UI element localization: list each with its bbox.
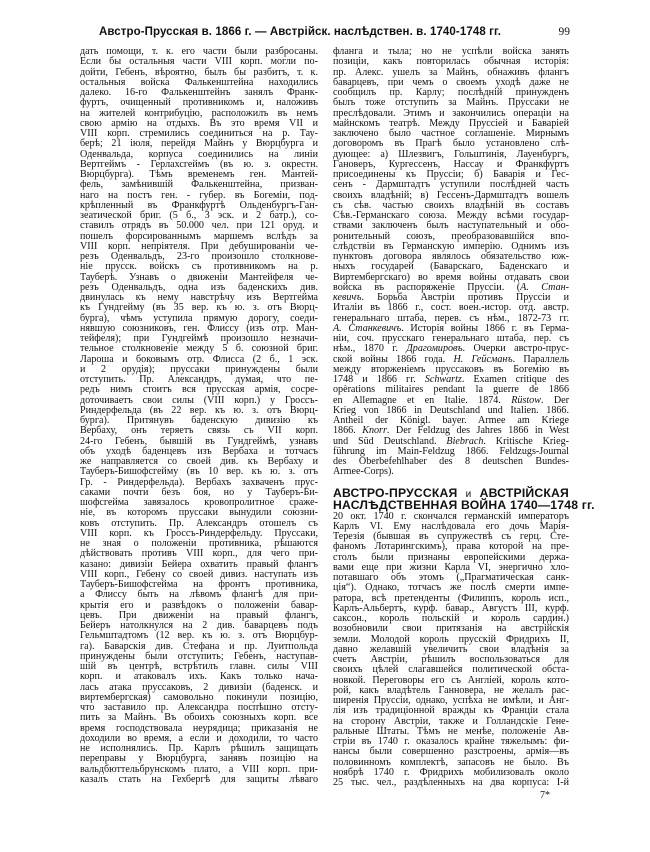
text-line: фуртъ, очищенный противникомъ и, наложивъ <box>80 97 318 109</box>
text-line: дойти, Гебенъ, вѣроятно, былъ бы разбитъ, т. к. <box>80 66 318 78</box>
text-line: 24-го Гебенъ, бывшій въ Гундгеймѣ, узнавъ <box>80 435 318 447</box>
text-line: потавшаго объ этомъ („Прагматическая санк- <box>333 572 569 583</box>
text-segment: 1748 и 1866 гг. <box>333 374 425 385</box>
text-line: VIII корп., Гебену со своей дивиз. наступать изъ <box>80 568 318 580</box>
text-line: ширенія Пруссіи, однако, успѣха не имѣли, и Анг- <box>333 695 569 706</box>
text-line: преслѣдовали. Этимъ и закончились операціи на <box>333 107 569 119</box>
text-line: счетъ Австріи, рѣшилъ воспользоваться для <box>333 654 569 665</box>
text-line: ноябрѣ 1740 г. Фридрихъ мобилизовалъ около <box>333 766 569 778</box>
text-line: Тауберъ-Бишофсгейму (въ 10 вер. къ ю. з. отъ <box>80 466 318 478</box>
text-line: рой, какъ владѣтель Ганновера, не желалъ рас- <box>333 684 569 696</box>
italic-citation: Knorr <box>362 425 387 437</box>
text-line: резъ Оденвальдъ, 23-го произошло столкнове- <box>80 251 318 262</box>
right-column <box>333 46 595 788</box>
text-line: Вертгеймъ - Герлахсгеймъ (въ ю. з. окрестн. <box>80 158 318 170</box>
text-line: лась атака пруссаковъ, 2 дивизіи (баденск. и <box>80 681 318 693</box>
signature-mark: 7* <box>540 790 550 801</box>
text-line: шій въ центрѣ, встрѣтилъ главн. силы VIII <box>80 661 318 672</box>
text-line: корп. и атаковалъ ихъ. Какъ только нача- <box>80 671 318 683</box>
text-line: opèrations militaires pendant la guerre de 1866 <box>333 384 569 396</box>
text-line: Италіи въ 1866 г., сост. воен.-истор. отд. австр. <box>333 302 569 314</box>
text-line: ніе, въ которомъ пруссаки вынудили союзни- <box>80 507 318 519</box>
italic-citation: кевичъ <box>333 292 362 303</box>
text-line: наго на постъ ген. - губер. въ Богеміи, под- <box>80 189 318 201</box>
text-line: des Oberbefehlhaber des 8 deutschen Bundes- <box>333 456 569 467</box>
right-column-text-after <box>333 512 569 789</box>
text-line: былъ тоже отступить за Майнъ. Пруссаки не <box>333 97 569 109</box>
text-line: Antheil der Königl. bayer. Armee am Kriege <box>333 415 569 426</box>
text-segment: . Очерки австро-прус- <box>462 343 569 355</box>
text-line: führung im Main-Feldzug 1866. Feldzugs-Journal <box>333 445 569 457</box>
text-segment: . Kritische Krieg- <box>483 435 569 447</box>
text-line: сообщилъ пр. Карлу; послѣдній принужденъ <box>333 87 569 98</box>
text-line: 20 окт. 1740 г. скончался германскій императоръ <box>333 510 569 522</box>
text-line: Вербаху, онъ теряетъ связь съ VII корп. <box>80 425 318 437</box>
text-line: VIII корп. непріятеля. При дебушированіи че- <box>80 240 318 252</box>
text-line: а Флиссу быть на лѣвомъ флангѣ для при- <box>80 589 318 601</box>
text-line: позиціи, какъ повторилась обычная исторія: <box>333 56 569 68</box>
text-line: Гр. - Риндерфельда). Вербахъ захваченъ прус- <box>80 476 318 488</box>
text-line: ставилъ отрядъ въ 50.000 чел. при 121 оруд. и <box>80 220 318 232</box>
text-line: далеко. 16-го Фалькенштейнъ занялъ Франк- <box>80 87 318 98</box>
text-line: тейфеля); при Гундгеймѣ произошло незначи- <box>80 333 318 344</box>
text-line: Гановеръ, Кургессенъ, Нассау и Франкфуртъ <box>333 158 569 170</box>
text-segment: en Allemagne et en Italie. 1874. <box>333 394 512 406</box>
text-line: ніе прусск. войскъ съ противникомъ на р. <box>80 261 318 273</box>
text-line: сенъ - Дармштадтъ уступили послѣдней часть <box>333 179 569 191</box>
text-line: Карлъ VI. Ему наслѣдовала его дочь Марія- <box>333 520 569 532</box>
text-segment: . Борьба Австріи противъ Пруссіи и <box>361 292 569 303</box>
text-line: фланга и тыла; но не успѣли войска занять <box>333 46 569 57</box>
text-line: давно желавшій увеличить свои владѣнія за <box>333 643 569 655</box>
text-line: ковъ отступить. Пр. Александръ отошелъ съ <box>80 517 318 529</box>
text-line: виртембергская) самовольно покинули позицію, <box>80 691 318 703</box>
text-line: вами еще при жизни Карла VI, энергично хло- <box>333 561 569 573</box>
text-segment: войска въ распоряженіе Пруссіи. ( <box>333 281 521 293</box>
text-line: Карлъ-Альбертъ, курф. бавар., Августъ III, курф. <box>333 602 569 614</box>
page-number: 99 <box>558 26 570 38</box>
text-line: что заставило пр. Александра поспѣшно отсту- <box>80 702 318 713</box>
text-line: бурга), чѣмъ уступила прямую дорогу, соеди- <box>80 312 318 324</box>
text-line: Тауберъ-Бишофсгейма на фронтъ противника, <box>80 579 318 590</box>
text-line: стріи въ 1740 г. оказалось крайне тяжелымъ: фи- <box>333 736 569 747</box>
text-line: ствами заключенъ былъ наступательный и обо- <box>333 220 569 232</box>
text-line: ральные Штаты. Тѣмъ не менѣе, положеніе Ав- <box>333 725 569 737</box>
text-line: нансы были совершенно разстроены, армія—въ <box>333 746 569 758</box>
text-line: Krieg von 1866 in Deutschland und Italien. 1866. <box>333 404 569 416</box>
text-line: 25 тыс. чел., раздѣленныхъ на два корпуса: І-й <box>333 777 569 788</box>
left-column <box>80 47 318 785</box>
text-line: двинулась къ нему навстрѣчу изъ Вертгейма <box>80 292 318 303</box>
text-line: вальдбюттельбрунскомъ плато, а VIII корп. при- <box>80 763 318 775</box>
text-line: ція“). Однако, тотчасъ же послѣ смерти импе- <box>333 582 569 594</box>
text-line: Armee-Corps). <box>333 466 394 478</box>
text-line: переправы у Вюрцбурга, занявъ позицію на <box>80 753 318 765</box>
text-line: Лароша и боковымъ отр. Флисса (2 б., 1 эск. <box>80 353 318 365</box>
text-line: объ уходѣ баденцевъ изъ Вербаха и тотчасъ <box>80 445 318 457</box>
text-line: къ Гундгейму (въ 35 вер. къ ю. з. отъ Вюрц- <box>80 302 318 314</box>
text-segment: und Süd Deutschland. <box>333 435 447 447</box>
italic-citation: А. Стан- <box>520 281 569 293</box>
heading-part: АВСТРІЙСКАЯ <box>479 485 569 500</box>
text-line: пошелъ форсированнымъ маршемъ вслѣдъ за <box>80 230 318 242</box>
italic-citation: Драгомировъ <box>406 343 463 355</box>
text-line: резъ Оденвальдъ, одна изъ баденскихъ див. <box>80 281 318 293</box>
text-line: бурга). Притянувъ баденскую дивизію къ <box>80 415 318 426</box>
italic-citation: Н. Гейсманъ <box>453 353 513 365</box>
text-line: и 2 орудія); пруссаки принуждены были <box>80 363 318 375</box>
text-segment: 1866. <box>333 425 363 437</box>
text-line: VIII корп. стремились соединиться на р. Тау- <box>80 128 318 139</box>
text-line: остальныя войска Фалькенштейна находились <box>80 76 318 88</box>
text-line: шофсгейма завязалось кровопролитное сраже- <box>80 497 318 508</box>
section-heading-line: НАСЛѢДСТВЕННАЯ ВОЙНА 1740—1748 гг. <box>333 498 595 512</box>
text-line: дующее: а) Шлезвигъ, Гольштинія, Лауенбургъ, <box>333 148 569 160</box>
heading-part: АВСТРО-ПРУССКАЯ <box>333 485 458 500</box>
text-line: между вторженіемъ пруссаковъ въ Богемію въ <box>333 363 569 375</box>
text-line: зеатической бриг. (5 б., 3 эск. и 2 батр.), со- <box>80 210 318 221</box>
text-line: своихъ цѣлей слагавшейся политической обста- <box>333 664 569 676</box>
text-line: же направляется со своей див. къ Вербаху и <box>80 456 318 467</box>
text-line: новкой. Переговоры его съ Англіей, король кото- <box>333 674 569 686</box>
text-line: отступить. Пр. Александръ, думая, что пе- <box>80 374 318 385</box>
text-line: редъ нимъ стоитъ вся прусская армія, сосре- <box>80 384 318 396</box>
text-segment: . Examen critique des <box>461 374 569 385</box>
text-line: ронительный союзъ, преобразовавшійся впо- <box>333 230 569 242</box>
text-line: свою армію на отдыхъ. Въ это время VII и <box>80 117 318 129</box>
text-line: половинномъ комплектѣ, запасовъ не было. Въ <box>333 756 569 768</box>
text-line: крытія его и развѣдокъ о положеніи бавар- <box>80 599 318 611</box>
text-line: генеральнаго штаба, перев. съ нѣм., 1872-73 гг. <box>333 312 569 324</box>
text-line: фель, замѣнившій Фалькенштейна, призван- <box>80 179 318 191</box>
running-header-title: Австро-Прусская в. 1866 г. — Австрійск. наслѣдствен. в. 1740-1748 гг. <box>98 26 502 38</box>
text-line: не зная о положеніи противника, рѣшаются <box>80 538 318 549</box>
text-line: заключено было частное соглашеніе. Мирнымъ <box>333 128 569 139</box>
text-line: казано: дивизіи Бейера охватить правый флангъ <box>80 558 318 570</box>
heading-conjunction: и <box>465 488 472 500</box>
text-line: пр. Алекс. ушелъ за Майнъ, обнаживъ флангъ <box>333 66 569 78</box>
text-line: столъ были признаны европейскими держа- <box>333 551 569 563</box>
text-line: тельное столкновеніе между 5 б. союзной бриг. <box>80 343 318 355</box>
text-line: VIII корп. къ Гроссъ-Риндерфельду. Пруссаки, <box>80 527 318 539</box>
text-line: дѣйствовать противъ VIII корп., для чего при- <box>80 548 318 560</box>
text-line: пить за Майнъ. Въ обоихъ союзныхъ корп. все <box>80 712 318 724</box>
text-segment: ской войны 1866 года. <box>333 353 454 365</box>
text-line: Тауберѣ. Узнавъ о движеніи Мантейфеля че- <box>80 271 318 283</box>
text-line: Вюрцбурга). Тѣмъ временемъ ген. Мантей- <box>80 169 318 180</box>
text-line: время господствовала неурядица; приказанія не <box>80 722 318 734</box>
italic-citation: Biebrach <box>446 435 484 447</box>
text-line: ныхъ государей (Баварскаго, Баденскаго и <box>333 261 569 273</box>
text-line: саксон., король польскій и король сардин.) <box>333 613 569 624</box>
text-line: доточиваетъ свои силы (VIII корп.) у Гроссъ- <box>80 394 318 406</box>
text-segment: нѣм., 1870 г. <box>333 343 407 355</box>
text-line: принуждены были отступить; Гебенъ, наступав- <box>80 650 318 662</box>
text-line: Риндерфельда (въ 22 вер. къ ю. з. отъ Вюрц- <box>80 404 318 416</box>
text-line: доходили во время, а если и доходили, то часто <box>80 732 318 744</box>
text-line: своихъ владѣній; в) Гессенъ-Дармштадтъ вошелъ <box>333 189 569 201</box>
text-line: ніи, соч. прусскаго генеральнаго штаба, пер. съ <box>333 333 569 344</box>
text-line: Терезія (бывшая въ супружествѣ съ герц. Сте- <box>333 531 569 542</box>
text-line: дать помощи, т. к. его части были разбросаны. <box>80 46 318 57</box>
text-line: Виртембергскаго) во время войны отдавать свои <box>333 271 569 283</box>
text-segment: . Der <box>540 394 569 406</box>
text-segment: . Исторія войны 1866 г. въ Герма- <box>401 322 569 334</box>
italic-citation: А. Станкевичъ <box>333 322 402 334</box>
text-line: фаномъ Лотарингскимъ), права которой на пре- <box>333 541 569 553</box>
italic-citation: Rüstow <box>511 394 541 406</box>
text-line: майнскомъ театрѣ. Между Пруссіей и Баваріей <box>333 117 569 129</box>
italic-citation: Schwartz <box>424 374 462 385</box>
text-line: берѣ; 21 іюля, перейдя Майнъ у Вюрцбурга и <box>80 138 318 150</box>
text-line: саками почти безъ боя, но у Тауберъ-Би- <box>80 486 318 498</box>
text-line: ратора, всѣ претенденты (Филиппъ, король исп., <box>333 592 569 604</box>
text-line: не исполнялись. Пр. Карлъ рѣшилъ защищать <box>80 743 318 754</box>
text-line: баварцевъ, при чемъ о своемъ уходѣ даже не <box>333 76 569 88</box>
text-segment: . Параллель <box>512 353 569 365</box>
section-heading <box>333 485 595 512</box>
text-line: Гельмштадтомъ (12 вер. къ ю. з. отъ Вюрцбур- <box>80 630 318 642</box>
text-line: пунктовъ договора являлось обязательство юж- <box>333 251 569 262</box>
text-line: Если бы остальныя части VIII корп. могли по- <box>80 56 318 68</box>
text-line: нявшую союзниковъ, ген. Флиссу (изъ отр. Ман- <box>80 322 318 334</box>
text-line: крѣпленный въ Франкфуртѣ Ольденбургъ-Ган- <box>80 199 318 211</box>
text-line: возобновили свои притязанія на австрійскія <box>333 623 569 635</box>
text-line: слѣдствіи въ Германскую имперію. Однимъ изъ <box>333 240 569 252</box>
text-line: Сѣв.-Германскаго союза. Между всѣми государ- <box>333 210 569 221</box>
text-line: га). Баварскія див. Стефана и пр. Луитпольда <box>80 640 318 652</box>
text-line: Бейеръ натолкнулся на 2 див. баварцевъ подъ <box>80 620 318 631</box>
text-line: присоединены къ Пруссіи; б) Баварія и Гес- <box>333 169 569 180</box>
text-line: казалъ стать на Гехбергѣ для защиты лѣваго <box>80 773 318 785</box>
text-segment: . Der Feldzug des Jahres 1866 in West <box>386 425 570 437</box>
text-line: на жителей контрибуцію, расположилъ въ немъ <box>80 107 318 119</box>
text-line: на сторону Австріи, также и Голландскіе Гене- <box>333 715 569 727</box>
text-line: земли. Молодой король прусскій Фридрихъ II, <box>333 633 569 645</box>
text-line: лія изъ традиціонной вражды къ Франціи стала <box>333 705 569 717</box>
right-column-text-before <box>333 47 569 478</box>
text-line: съ сѣв. частью своихъ владѣній въ составъ <box>333 199 569 211</box>
text-line: Оденвальда, корпуса соединились на линіи <box>80 148 318 160</box>
text-line: цевъ. При движеніи на правый флангъ, <box>80 609 318 621</box>
text-line: договоромъ въ Прагѣ было установлено слѣ- <box>333 138 569 150</box>
